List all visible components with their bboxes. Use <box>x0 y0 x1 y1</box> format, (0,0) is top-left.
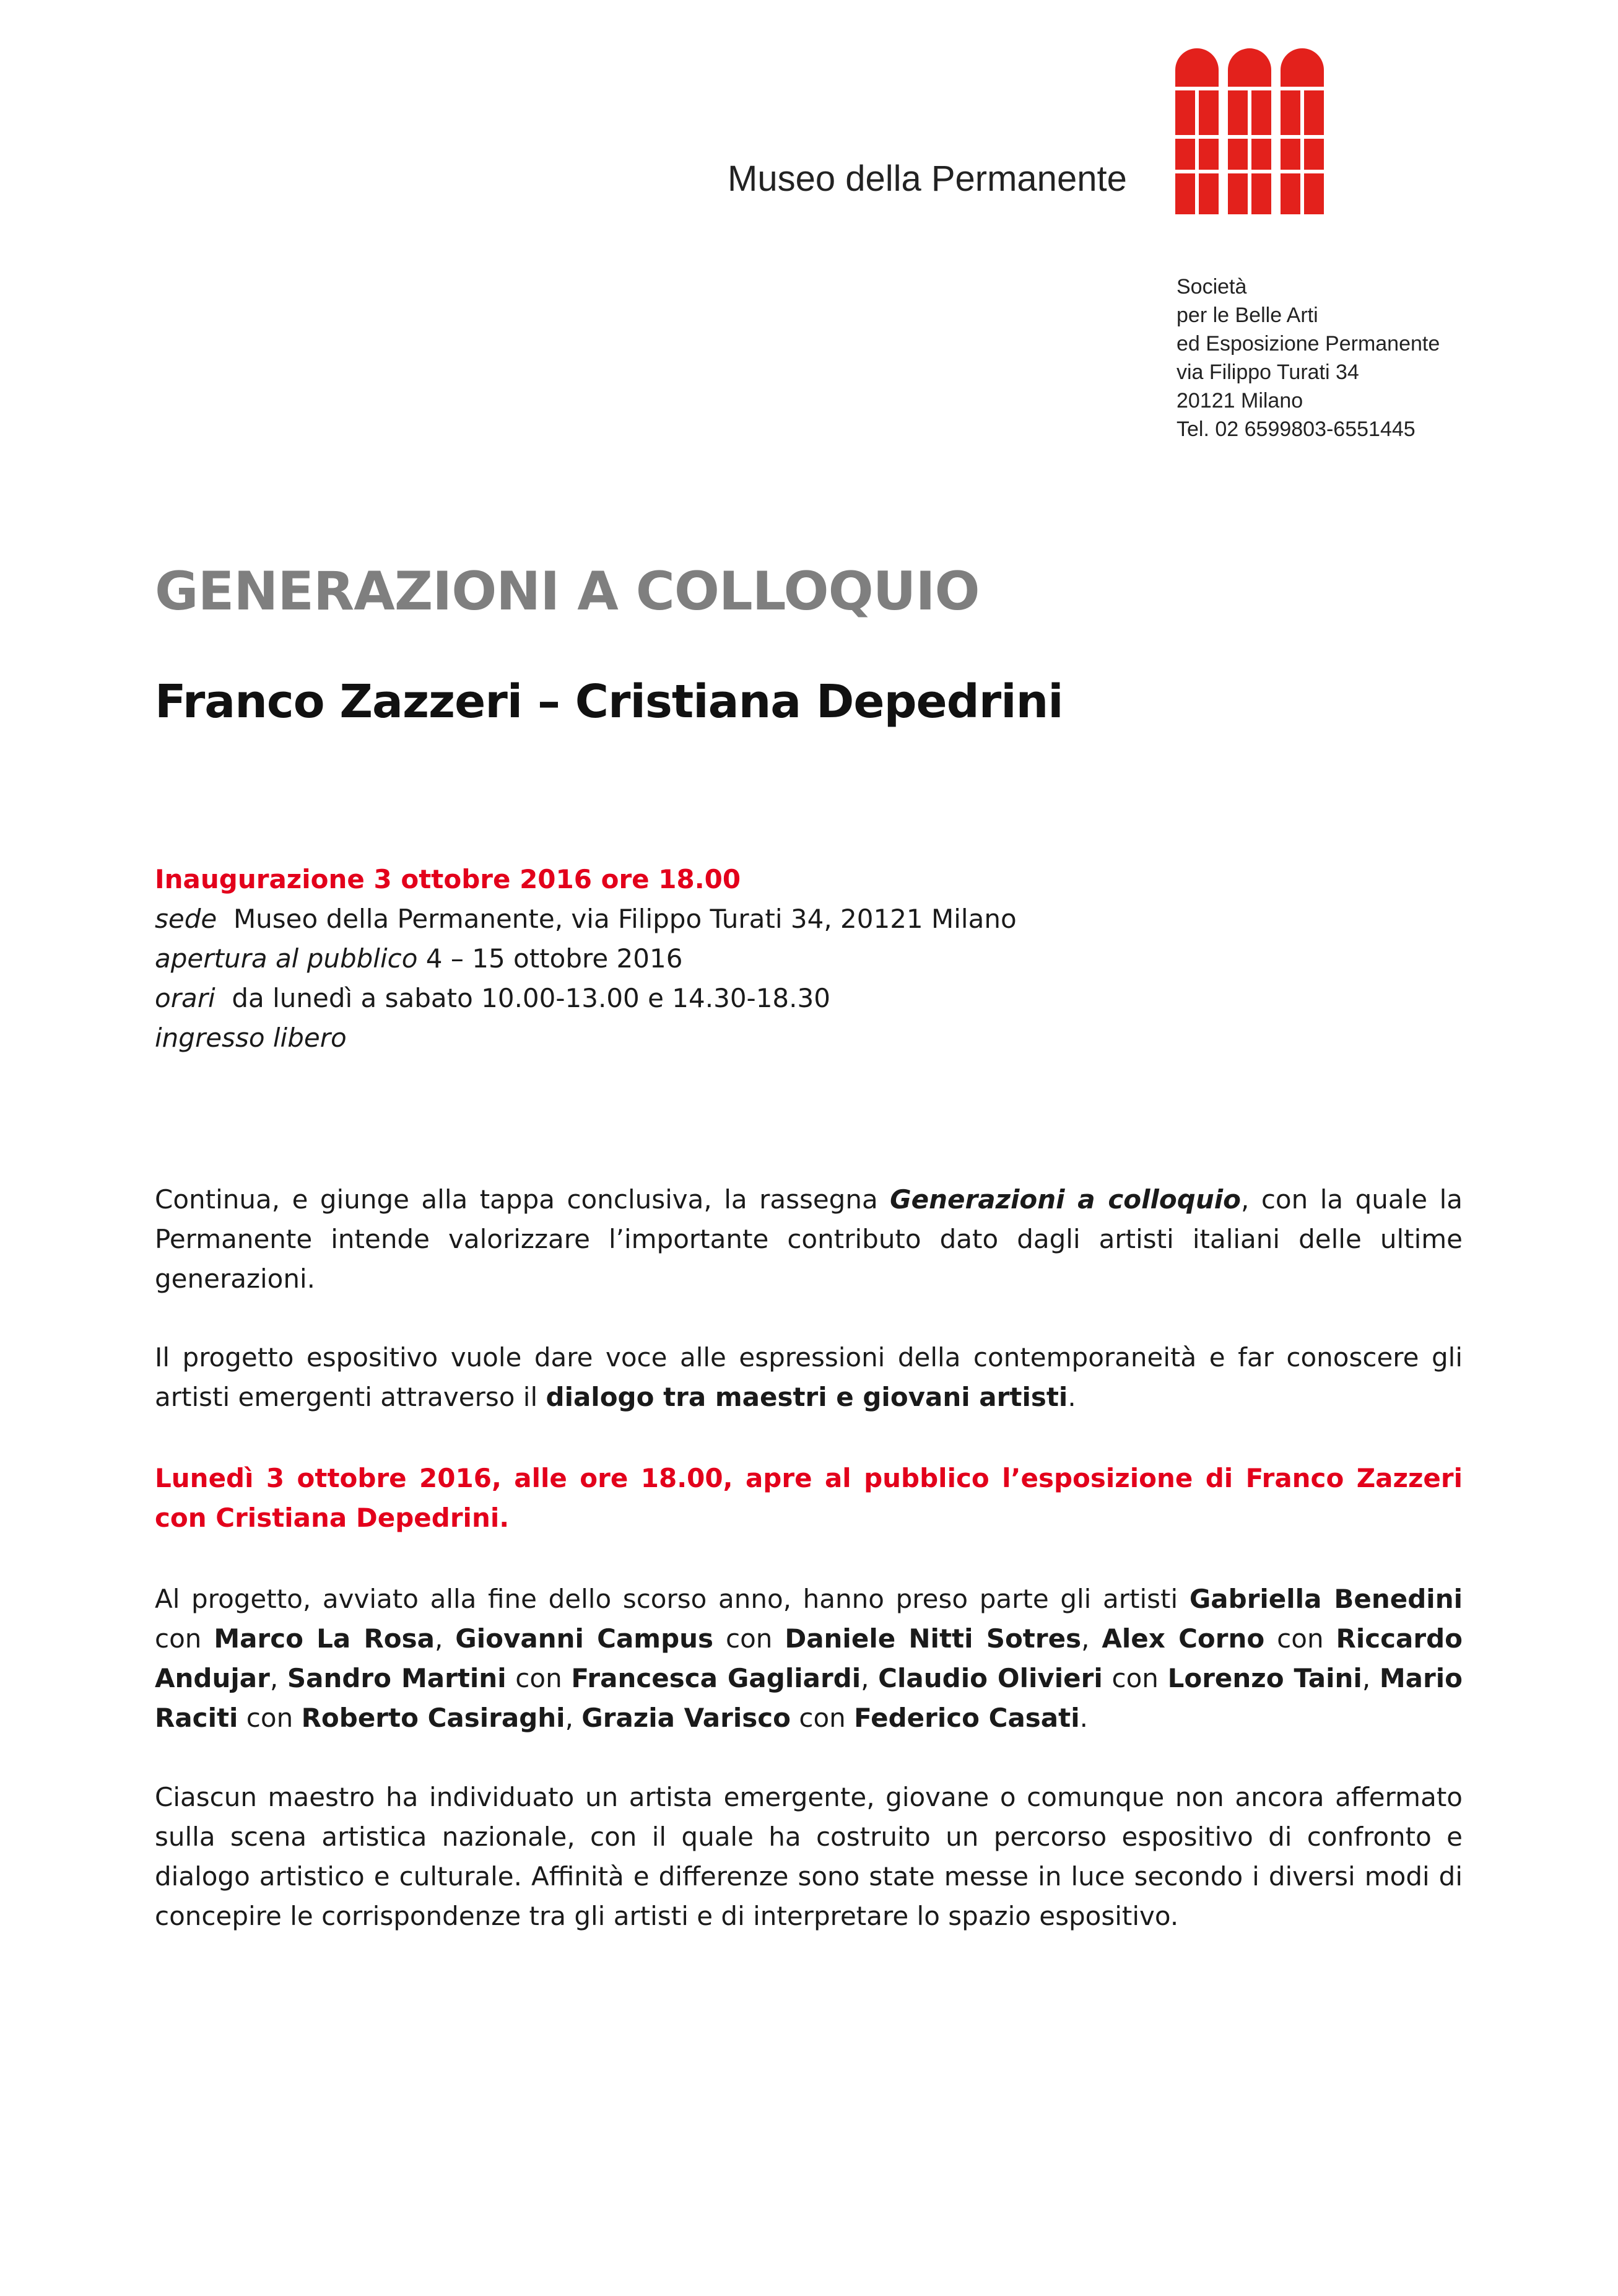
paragraph-intro <box>155 1180 1463 1299</box>
opening-label: apertura al pubblico <box>155 943 418 974</box>
text-span: con <box>1102 1663 1168 1693</box>
admission-line <box>155 1018 1463 1058</box>
text-span: . <box>1068 1382 1076 1412</box>
logo-window-mullion <box>1248 87 1251 214</box>
text-span: , <box>861 1663 879 1693</box>
artist-name: Claudio Olivieri <box>878 1663 1103 1693</box>
venue-value: Museo della Permanente, via Filippo Turati 34, 20121 Milano <box>233 904 1017 934</box>
artist-name: Sandro Martini <box>287 1663 507 1693</box>
logo-window-mullion <box>1300 87 1304 214</box>
text-span: con <box>791 1703 855 1733</box>
logo-wordmark: Museo della Permanente <box>728 159 1127 199</box>
artist-name: Gabriella Benedini <box>1189 1584 1463 1614</box>
paragraph-announcement: Lunedì 3 ottobre 2016, alle ore 18.00, apre al pubblico l’esposizione di Franco Zazzeri con Cristiana Depedrini. <box>155 1463 1463 1533</box>
text-span: , <box>565 1703 582 1733</box>
text-span: . <box>1079 1703 1088 1733</box>
admission-text: ingresso libero <box>155 1023 347 1053</box>
text-span: con <box>713 1623 785 1654</box>
inauguration-line: Inaugurazione 3 ottobre 2016 ore 18.00 <box>155 864 741 894</box>
address-line: 20121 Milano <box>1177 389 1303 412</box>
museum-logo-icon <box>1175 48 1324 214</box>
artist-name: Riccardo Andujar <box>155 1623 1463 1693</box>
address-line: Tel. 02 6599803-6551445 <box>1177 417 1416 441</box>
artist-name: Marco La Rosa <box>214 1623 435 1654</box>
venue-line <box>155 899 1463 939</box>
text-span: con <box>238 1703 302 1733</box>
address-line: via Filippo Turati 34 <box>1177 360 1359 384</box>
address-block <box>1177 273 1440 443</box>
address-line: Società <box>1177 275 1247 299</box>
logo-window-transom <box>1175 87 1324 90</box>
text-span: Al progetto, avviato alla fine dello scorso anno, hanno preso parte gli artisti <box>155 1584 1190 1614</box>
artist-name: Federico Casati <box>854 1703 1080 1733</box>
artist-name: Grazia Varisco <box>581 1703 791 1733</box>
address-line: ed Esposizione Permanente <box>1177 332 1440 356</box>
artist-name: Lorenzo Taini <box>1167 1663 1362 1693</box>
text-span: Il progetto espositivo vuole dare voce alle espressioni della contemporaneità e far conoscere gli artisti emergenti attraverso il <box>155 1342 1463 1412</box>
logo-window-transom <box>1175 170 1324 173</box>
artist-name: Mario Raciti <box>155 1663 1463 1733</box>
paragraph-artists <box>155 1579 1463 1738</box>
opening-line <box>155 939 1463 979</box>
text-span: , <box>435 1623 456 1654</box>
hours-value: da lunedì a sabato 10.00-13.00 e 14.30-18.30 <box>232 983 830 1013</box>
opening-value: 4 – 15 ottobre 2016 <box>425 943 683 974</box>
paragraph-project <box>155 1338 1463 1417</box>
text-span: , <box>269 1663 287 1693</box>
hours-line <box>155 979 1463 1018</box>
artist-name: Roberto Casiraghi <box>301 1703 565 1733</box>
artist-name: Daniele Nitti Sotres <box>785 1623 1082 1654</box>
emphasis-text: dialogo tra maestri e giovani artisti <box>546 1382 1068 1412</box>
text-span: con <box>1264 1623 1336 1654</box>
logo-window-mullion <box>1195 87 1199 214</box>
page-subtitle: Franco Zazzeri – Cristiana Depedrini <box>155 675 1063 728</box>
hours-label: orari <box>155 983 215 1013</box>
text-span: , <box>1081 1623 1102 1654</box>
artist-name: Alex Corno <box>1102 1623 1265 1654</box>
text-span: con <box>506 1663 572 1693</box>
logo-window-transom <box>1175 135 1324 139</box>
artist-name: Giovanni Campus <box>455 1623 714 1654</box>
text-span: , <box>1362 1663 1380 1693</box>
exhibition-name: Generazioni a colloquio <box>890 1184 1242 1215</box>
text-span: con <box>155 1623 214 1654</box>
paragraph-closing: Ciascun maestro ha individuato un artista emergente, giovane o comunque non ancora affermato sulla scena artistica nazionale, con il quale ha costruito un percorso espositivo di confronto e dialogo artistico e culturale. Affinità e differenze sono state messe in luce secondo i diversi modi di concepire le corrispondenze tra gli artisti e di interpretare lo spazio espositivo. <box>155 1782 1463 1931</box>
text-span: Continua, e giunge alla tappa conclusiva, la rassegna <box>155 1184 890 1215</box>
artist-name: Francesca Gagliardi <box>571 1663 861 1693</box>
venue-label: sede <box>155 904 217 934</box>
address-line: per le Belle Arti <box>1177 303 1318 327</box>
page-title: GENERAZIONI A COLLOQUIO <box>155 561 980 622</box>
text-span: , con la quale la Permanente intende valorizzare l’importante contributo dato dagli artisti italiani delle ultime generazioni. <box>155 1184 1463 1294</box>
event-info <box>155 860 1463 1058</box>
